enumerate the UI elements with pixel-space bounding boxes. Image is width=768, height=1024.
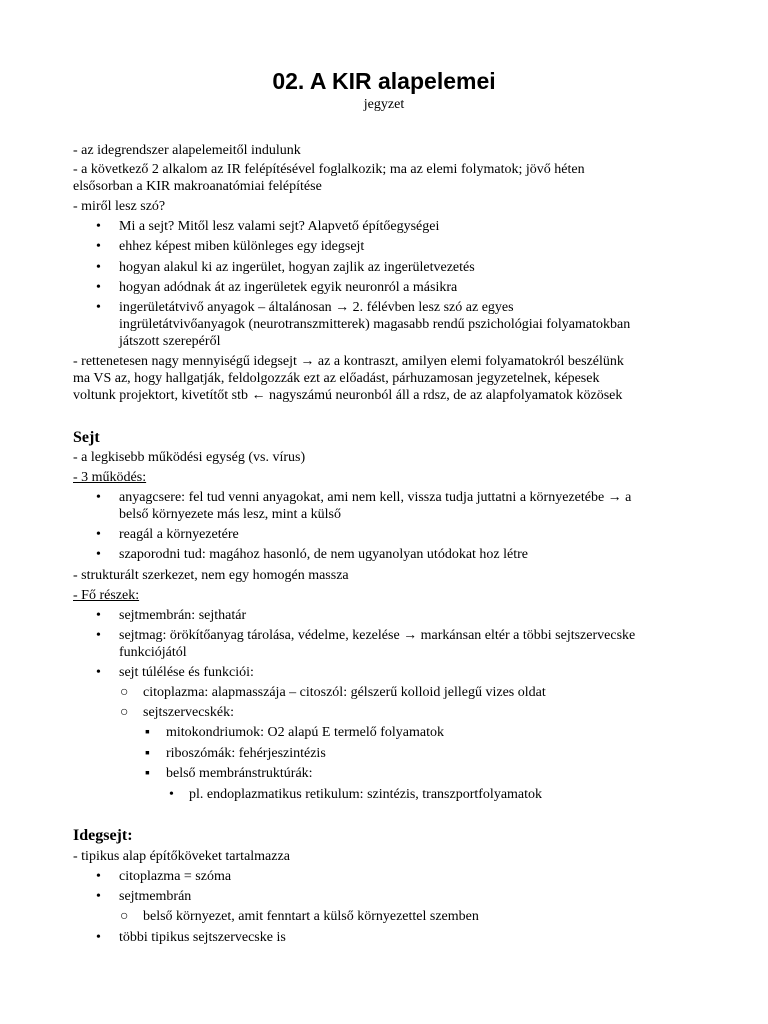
bullet-icon: • — [96, 527, 101, 542]
bullet-icon: • — [96, 490, 101, 505]
list-item: citoplazma = szóma — [119, 869, 232, 884]
list-item: sejtmag: örökítőanyag tárolása, védelme, kezelése → markánsan eltér a többi sejtszervecske — [119, 628, 636, 643]
sejt-subheading: - 3 működés: — [73, 470, 147, 485]
document-subtitle: jegyzet — [363, 97, 405, 112]
circle-bullet-icon: ○ — [120, 909, 129, 924]
list-item-continuation: ingrületátvivőanyagok (neurotranszmitterek) magasabb rendű pszichológiai folyamatokban — [119, 317, 631, 332]
intro-line: - miről lesz szó? — [73, 199, 166, 214]
intro-paragraph-line: - rettenetesen nagy mennyiségű idegsejt → az a kontraszt, amilyen elemi folyamatokról beszélünk — [73, 354, 624, 369]
list-item: sejtszervecskék: — [143, 705, 234, 720]
list-item: citoplazma: alapmasszája – citoszól: gélszerű kolloid jellegű vizes oldat — [143, 685, 546, 700]
square-bullet-icon: ▪ — [145, 746, 150, 761]
bullet-icon: • — [96, 889, 101, 904]
list-item: Mi a sejt? Mitől lesz valami sejt? Alapvető építőegységei — [119, 219, 440, 234]
bullet-icon: • — [96, 260, 101, 275]
list-item-continuation: belső környezete más lesz, mint a külső — [119, 507, 341, 522]
list-item: sejtmembrán: sejthatár — [119, 608, 247, 623]
bullet-icon: • — [96, 930, 101, 945]
circle-bullet-icon: ○ — [120, 705, 129, 720]
list-item: többi tipikus sejtszervecske is — [119, 930, 286, 945]
bullet-icon: • — [96, 239, 101, 254]
list-item: ingerületátvivő anyagok – általánosan → 2. félévben lesz szó az egyes — [119, 300, 514, 315]
bullet-icon: • — [96, 869, 101, 884]
bullet-icon: • — [96, 280, 101, 295]
list-item: hogyan adódnak át az ingerületek egyik neuronról a másikra — [119, 280, 458, 295]
list-item: belső környezet, amit fenntart a külső környezettel szemben — [143, 909, 479, 924]
sejt-line: - strukturált szerkezet, nem egy homogén massza — [73, 568, 349, 583]
sejt-line: - a legkisebb működési egység (vs. vírus) — [73, 450, 306, 465]
bullet-icon: • — [96, 300, 101, 315]
list-item: pl. endoplazmatikus retikulum: szintézis, transzportfolyamatok — [189, 787, 543, 802]
list-item: reagál a környezetére — [119, 527, 239, 542]
list-item: hogyan alakul ki az ingerület, hogyan zajlik az ingerületvezetés — [119, 260, 475, 275]
bullet-icon: • — [96, 665, 101, 680]
list-item: anyagcsere: fel tud venni anyagokat, ami nem kell, vissza tudja juttatni a környezetébe → a — [119, 490, 632, 505]
list-item: riboszómák: fehérjeszintézis — [166, 746, 326, 761]
list-item: sejt túlélése és funkciói: — [119, 665, 254, 680]
bullet-icon: • — [96, 608, 101, 623]
intro-line: elsősorban a KIR makroanatómiai felépítése — [73, 179, 322, 194]
square-bullet-icon: ▪ — [145, 725, 150, 740]
list-item: mitokondriumok: O2 alapú E termelő folyamatok — [166, 725, 444, 740]
section-heading-sejt: Sejt — [73, 429, 100, 446]
list-item: szaporodni tud: magához hasonló, de nem ugyanolyan utódokat hoz létre — [119, 547, 529, 562]
bullet-icon: • — [96, 628, 101, 643]
list-item: belső membránstruktúrák: — [166, 766, 313, 781]
intro-paragraph-line: voltunk projektort, kivetítőt stb ← nagyszámú neuronból áll a rdsz, de az alapfolyamatok közösek — [73, 388, 623, 403]
section-heading-idegsejt: Idegsejt: — [73, 827, 133, 844]
sejt-subheading: - Fő részek: — [73, 588, 140, 603]
document-title: 02. A KIR alapelemei — [272, 68, 496, 94]
list-item: ehhez képest miben különleges egy idegsejt — [119, 239, 365, 254]
bullet-icon: • — [169, 787, 174, 802]
bullet-icon: • — [96, 547, 101, 562]
intro-line: - a következő 2 alkalom az IR felépítésével foglalkozik; ma az elemi folymatok; jövő héten — [73, 162, 585, 177]
bullet-icon: • — [96, 219, 101, 234]
circle-bullet-icon: ○ — [120, 685, 129, 700]
intro-line: - az idegrendszer alapelemeitől indulunk — [73, 143, 301, 158]
square-bullet-icon: ▪ — [145, 766, 150, 781]
list-item-continuation: funkciójától — [119, 645, 187, 660]
idegsejt-line: - tipikus alap építőköveket tartalmazza — [73, 849, 290, 864]
intro-paragraph-line: ma VS az, hogy hallgatják, feldolgozzák ezt az előadást, párhuzamosan jegyzetelnek, képesek — [73, 371, 600, 386]
list-item: sejtmembrán — [119, 889, 192, 904]
list-item-continuation: játszott szerepéről — [119, 334, 221, 349]
